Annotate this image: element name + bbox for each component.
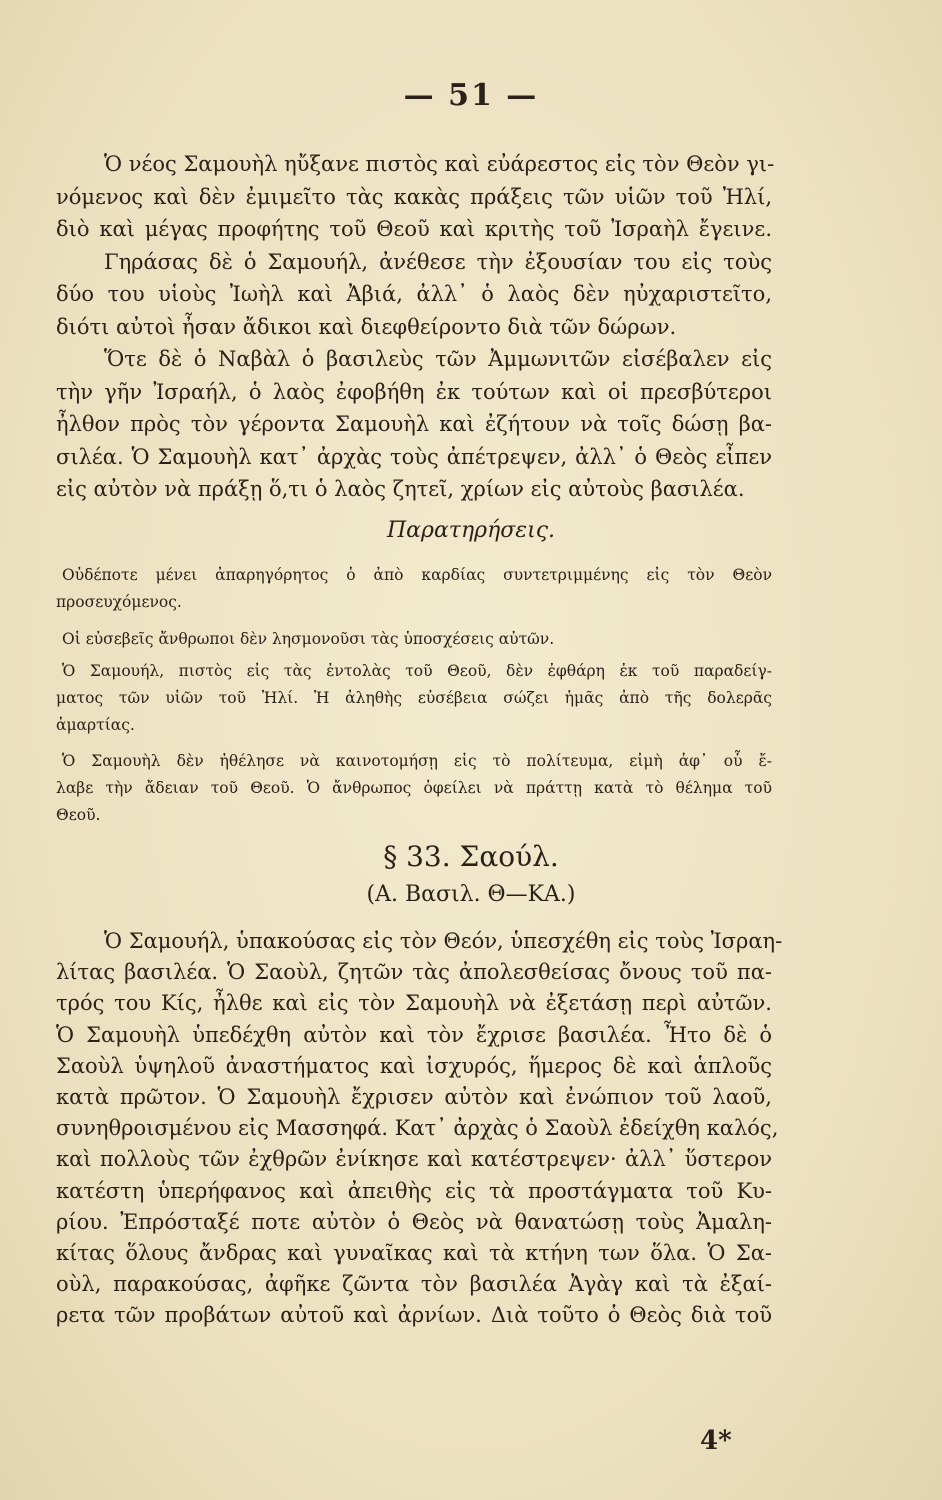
note-2 xyxy=(56,626,772,653)
text-line: σιλέα. Ὁ Σαμουὴλ κατ᾽ ἀρχὰς τοὺς ἀπέτρεψεν, ἀλλ᾽ ὁ Θεὸς εἶπεν xyxy=(56,444,772,469)
note-line: Ὁ Σαμουὴλ δὲν ἠθέλησε νὰ καινοτομήσῃ εἰς τὸ πολίτευμα, εἰμὴ ἀφ᾽ οὗ ἔ- xyxy=(62,752,772,770)
section-title: § 33. Σαούλ. xyxy=(383,840,559,873)
text-line: συνηθροισμένου εἰς Μασσηφά. Κατ᾽ ἀρχὰς ὁ Σαοὺλ ἐδείχθη καλός, xyxy=(56,1116,779,1141)
text-line: ἦλθον πρὸς τὸν γέροντα Σαμουὴλ καὶ ἐζήτουν νὰ τοῖς δώσῃ βα- xyxy=(56,412,772,436)
note-line: λαβε τὴν ἄδειαν τοῦ Θεοῦ. Ὁ ἄνθρωπος ὀφείλει νὰ πράττῃ κατὰ τὸ θέλημα τοῦ xyxy=(56,779,772,797)
page-number: — 51 — xyxy=(403,78,539,113)
note-line: προσευχόμενος. xyxy=(56,593,182,611)
text-line: ρίου. Ἐπρόσταξέ ποτε αὐτὸν ὁ Θεὸς νὰ θανατώσῃ τοὺς Ἀμαλη- xyxy=(56,1209,772,1234)
text-line: καὶ πολλοὺς τῶν ἐχθρῶν ἐνίκησε καὶ κατέστρεψεν· ἀλλ᾽ ὕστερον xyxy=(56,1147,772,1172)
text-line: κατέστη ὑπερήφανος καὶ ἀπειθὴς εἰς τὰ προστάγματα τοῦ Κυ- xyxy=(56,1178,772,1203)
text-line: Ὁ νέος Σαμουὴλ ηὔξανε πιστὸς καὶ εὐάρεστος εἰς τὸν Θεὸν γι- xyxy=(104,152,775,176)
text-line: εἰς αὐτὸν νὰ πράξῃ ὅ,τι ὁ λαὸς ζητεῖ, χρίων εἰς αὐτοὺς βασιλέα. xyxy=(56,477,745,501)
paragraph-2 xyxy=(56,926,783,1332)
text-line: δύο του υἱοὺς Ἰωὴλ καὶ Ἀβιά, ἀλλ᾽ ὁ λαὸς δὲν ηὐχαριστεῖτο, xyxy=(56,282,772,306)
text-line: κατὰ πρῶτον. Ὁ Σαμουὴλ ἔχρισεν αὐτὸν καὶ ἐνώπιον τοῦ λαοῦ, xyxy=(56,1085,772,1110)
observations-title: Παρατηρήσεις. xyxy=(386,518,556,543)
text-line: νόμενος καὶ δὲν ἐμιμεῖτο τὰς κακὰς πράξεις τῶν υἱῶν τοῦ Ἠλί, xyxy=(56,184,772,209)
text-line: κίτας ὅλους ἄνδρας καὶ γυναῖκας καὶ τὰ κτήνη των ὅλα. Ὁ Σα- xyxy=(56,1241,772,1266)
text-line: οὺλ, παρακούσας, ἀφῆκε ζῶντα τὸν βασιλέα Ἀγὰγ καὶ τὰ ἐξαί- xyxy=(56,1272,772,1297)
note-line: Οὐδέποτε μένει ἀπαρηγόρητος ὁ ἀπὸ καρδίας συντετριμμένης εἰς τὸν Θεὸν xyxy=(62,566,772,584)
text-line: Σαοὺλ ὑψηλοῦ ἀναστήματος καὶ ἰσχυρός, ἥμερος δὲ καὶ ἁπλοῦς xyxy=(56,1053,772,1078)
text-line: Ὁ Σαμουὴλ ὑπεδέχθη αὐτὸν καὶ τὸν ἔχρισε βασιλέα. Ἦτο δὲ ὁ xyxy=(56,1022,772,1047)
note-line: ἁμαρτίας. xyxy=(56,716,135,734)
text-line: λίτας βασιλέα. Ὁ Σαοὺλ, ζητῶν τὰς ἀπολεσθείσας ὄνους τοῦ πα- xyxy=(56,960,772,985)
text-line: Ὅτε δὲ ὁ Ναβὰλ ὁ βασιλεὺς τῶν Ἀμμωνιτῶν εἰσέβαλεν εἰς xyxy=(104,347,772,371)
text-line: τὴν γῆν Ἰσραήλ, ὁ λαὸς ἐφοβήθη ἐκ τούτων καὶ οἱ πρεσβύτεροι xyxy=(56,379,772,404)
note-line: ματος τῶν υἱῶν τοῦ Ἠλί. Ἡ ἀληθὴς εὐσέβεια σώζει ἡμᾶς ἀπὸ τῆς δολερᾶς xyxy=(56,689,772,707)
note-1 xyxy=(56,562,772,616)
text-line: διὸ καὶ μέγας προφήτης τοῦ Θεοῦ καὶ κριτὴς τοῦ Ἰσραὴλ ἔγεινε. xyxy=(56,217,772,241)
note-line: Θεοῦ. xyxy=(56,806,101,824)
paragraph-1 xyxy=(56,148,775,506)
text-line: Γηράσας δὲ ὁ Σαμουήλ, ἀνέθεσε τὴν ἐξουσίαν του εἰς τοὺς xyxy=(104,249,772,274)
note-line: Οἱ εὐσεβεῖς ἄνθρωποι δὲν λησμονοῦσι τὰς ὑποσχέσεις αὐτῶν. xyxy=(62,630,555,648)
text-line: τρός του Κίς, ἦλθε καὶ εἰς τὸν Σαμουὴλ νὰ ἐξετάσῃ περὶ αὐτῶν. xyxy=(56,991,772,1016)
note-4 xyxy=(56,748,772,829)
text-line: Ὁ Σαμουήλ, ὑπακούσας εἰς τὸν Θεόν, ὑπεσχέθη εἰς τοὺς Ἰσραη- xyxy=(104,929,783,953)
section-subtitle: (Α. Βασιλ. Θ—ΚΑ.) xyxy=(366,882,576,907)
note-line: Ὁ Σαμουήλ, πιστὸς εἰς τὰς ἐντολὰς τοῦ Θεοῦ, δὲν ἐφθάρη ἐκ τοῦ παραδείγ- xyxy=(62,662,772,680)
text-line: διότι αὐτοὶ ἦσαν ἄδικοι καὶ διεφθείροντο διὰ τῶν δώρων. xyxy=(56,314,677,339)
signature-mark: 4* xyxy=(700,1426,732,1456)
text-line: ρετα τῶν προβάτων αὐτοῦ καὶ ἀρνίων. Διὰ τοῦτο ὁ Θεὸς διὰ τοῦ xyxy=(56,1303,772,1328)
note-3 xyxy=(56,658,772,739)
